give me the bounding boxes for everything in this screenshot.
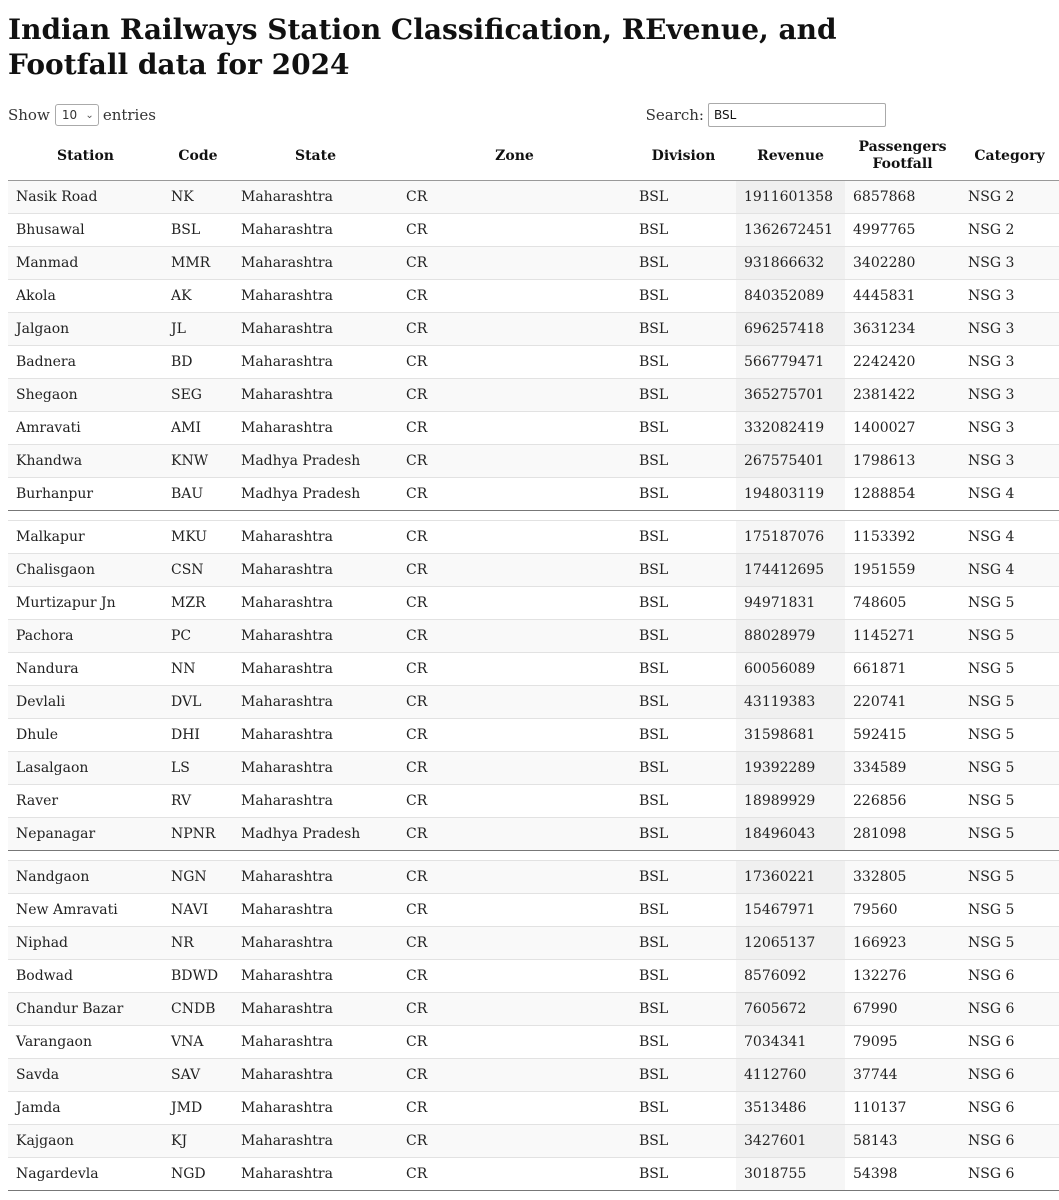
group-separator	[8, 851, 1059, 861]
cell-zone: CR	[398, 818, 631, 851]
cell-division: BSL	[631, 313, 736, 346]
cell-station: Jamda	[8, 1092, 163, 1125]
cell-state: Maharashtra	[233, 1158, 398, 1191]
column-header-station[interactable]: Station	[8, 132, 163, 181]
table-row	[8, 960, 1059, 993]
entries-length-control	[8, 102, 156, 128]
cell-zone: CR	[398, 181, 631, 214]
table-row	[8, 927, 1059, 960]
table-controls	[8, 102, 886, 128]
cell-station: Bhusawal	[8, 214, 163, 247]
cell-station: Pachora	[8, 620, 163, 653]
table-row	[8, 445, 1059, 478]
cell-state: Maharashtra	[233, 214, 398, 247]
cell-zone: CR	[398, 247, 631, 280]
cell-category: NSG 3	[960, 346, 1059, 379]
cell-division: BSL	[631, 280, 736, 313]
table-row	[8, 861, 1059, 894]
cell-division: BSL	[631, 620, 736, 653]
cell-zone: CR	[398, 412, 631, 445]
cell-station: Varangaon	[8, 1026, 163, 1059]
table-row	[8, 785, 1059, 818]
cell-code: SAV	[163, 1059, 233, 1092]
cell-category: NSG 4	[960, 554, 1059, 587]
cell-division: BSL	[631, 752, 736, 785]
cell-station: Jalgaon	[8, 313, 163, 346]
cell-station: Nepanagar	[8, 818, 163, 851]
cell-zone: CR	[398, 445, 631, 478]
cell-station: Nandura	[8, 653, 163, 686]
cell-code: DVL	[163, 686, 233, 719]
cell-footfall: 1153392	[845, 521, 960, 554]
cell-division: BSL	[631, 247, 736, 280]
cell-zone: CR	[398, 214, 631, 247]
cell-zone: CR	[398, 620, 631, 653]
cell-category: NSG 5	[960, 653, 1059, 686]
chevron-down-icon: ⌄	[85, 109, 94, 121]
search-control	[646, 102, 886, 128]
group-separator-cell	[8, 851, 1059, 861]
cell-division: BSL	[631, 785, 736, 818]
cell-footfall: 166923	[845, 927, 960, 960]
cell-revenue: 7605672	[736, 993, 845, 1026]
cell-zone: CR	[398, 1059, 631, 1092]
group-separator	[8, 511, 1059, 521]
cell-category: NSG 6	[960, 993, 1059, 1026]
cell-state: Maharashtra	[233, 653, 398, 686]
cell-zone: CR	[398, 861, 631, 894]
cell-revenue: 332082419	[736, 412, 845, 445]
cell-zone: CR	[398, 1125, 631, 1158]
cell-state: Maharashtra	[233, 346, 398, 379]
cell-zone: CR	[398, 894, 631, 927]
cell-state: Maharashtra	[233, 379, 398, 412]
group-separator-cell	[8, 511, 1059, 521]
cell-revenue: 566779471	[736, 346, 845, 379]
cell-footfall: 37744	[845, 1059, 960, 1092]
cell-revenue: 17360221	[736, 861, 845, 894]
cell-category: NSG 3	[960, 280, 1059, 313]
cell-division: BSL	[631, 214, 736, 247]
cell-station: Lasalgaon	[8, 752, 163, 785]
cell-division: BSL	[631, 554, 736, 587]
cell-division: BSL	[631, 1158, 736, 1191]
cell-state: Madhya Pradesh	[233, 445, 398, 478]
table-row	[8, 554, 1059, 587]
cell-zone: CR	[398, 280, 631, 313]
cell-code: BAU	[163, 478, 233, 511]
cell-footfall: 79095	[845, 1026, 960, 1059]
table-row	[8, 181, 1059, 214]
cell-station: Dhule	[8, 719, 163, 752]
cell-division: BSL	[631, 1125, 736, 1158]
cell-revenue: 174412695	[736, 554, 845, 587]
cell-category: NSG 2	[960, 181, 1059, 214]
table-row	[8, 280, 1059, 313]
cell-station: Khandwa	[8, 445, 163, 478]
cell-category: NSG 6	[960, 1092, 1059, 1125]
cell-footfall: 281098	[845, 818, 960, 851]
cell-category: NSG 4	[960, 478, 1059, 511]
cell-footfall: 132276	[845, 960, 960, 993]
cell-division: BSL	[631, 1059, 736, 1092]
cell-zone: CR	[398, 686, 631, 719]
table-row	[8, 478, 1059, 511]
cell-code: NPNR	[163, 818, 233, 851]
cell-revenue: 31598681	[736, 719, 845, 752]
cell-code: BSL	[163, 214, 233, 247]
cell-division: BSL	[631, 1092, 736, 1125]
cell-station: Amravati	[8, 412, 163, 445]
cell-category: NSG 3	[960, 247, 1059, 280]
cell-division: BSL	[631, 818, 736, 851]
cell-code: BDWD	[163, 960, 233, 993]
search-input[interactable]	[708, 103, 886, 127]
cell-footfall: 748605	[845, 587, 960, 620]
table-row	[8, 620, 1059, 653]
cell-revenue: 15467971	[736, 894, 845, 927]
cell-revenue: 194803119	[736, 478, 845, 511]
cell-code: MKU	[163, 521, 233, 554]
cell-revenue: 696257418	[736, 313, 845, 346]
column-header-division[interactable]: Division	[631, 132, 736, 181]
cell-division: BSL	[631, 587, 736, 620]
cell-category: NSG 3	[960, 412, 1059, 445]
table-row	[8, 686, 1059, 719]
entries-label: entries	[102, 106, 156, 124]
cell-state: Maharashtra	[233, 521, 398, 554]
search-label: Search:	[645, 106, 704, 124]
cell-division: BSL	[631, 445, 736, 478]
cell-code: NN	[163, 653, 233, 686]
cell-station: Nandgaon	[8, 861, 163, 894]
cell-state: Maharashtra	[233, 861, 398, 894]
cell-category: NSG 2	[960, 214, 1059, 247]
cell-division: BSL	[631, 521, 736, 554]
cell-category: NSG 4	[960, 521, 1059, 554]
cell-code: DHI	[163, 719, 233, 752]
cell-station: Chandur Bazar	[8, 993, 163, 1026]
cell-code: NGD	[163, 1158, 233, 1191]
cell-footfall: 1400027	[845, 412, 960, 445]
cell-code: NR	[163, 927, 233, 960]
cell-zone: CR	[398, 785, 631, 818]
data-table-wrapper	[8, 132, 1059, 1191]
cell-footfall: 1145271	[845, 620, 960, 653]
cell-code: KNW	[163, 445, 233, 478]
cell-division: BSL	[631, 927, 736, 960]
cell-zone: CR	[398, 1158, 631, 1191]
cell-code: NK	[163, 181, 233, 214]
cell-category: NSG 3	[960, 313, 1059, 346]
cell-state: Maharashtra	[233, 247, 398, 280]
cell-category: NSG 6	[960, 1158, 1059, 1191]
cell-category: NSG 3	[960, 379, 1059, 412]
cell-category: NSG 6	[960, 1026, 1059, 1059]
cell-revenue: 12065137	[736, 927, 845, 960]
cell-zone: CR	[398, 478, 631, 511]
cell-revenue: 3018755	[736, 1158, 845, 1191]
cell-station: Savda	[8, 1059, 163, 1092]
cell-footfall: 110137	[845, 1092, 960, 1125]
cell-footfall: 332805	[845, 861, 960, 894]
cell-zone: CR	[398, 521, 631, 554]
column-header-revenue[interactable]: Revenue	[736, 132, 845, 181]
cell-revenue: 18496043	[736, 818, 845, 851]
cell-revenue: 19392289	[736, 752, 845, 785]
cell-code: MMR	[163, 247, 233, 280]
cell-state: Maharashtra	[233, 752, 398, 785]
cell-zone: CR	[398, 752, 631, 785]
cell-code: BD	[163, 346, 233, 379]
cell-division: BSL	[631, 861, 736, 894]
cell-footfall: 54398	[845, 1158, 960, 1191]
column-header-zone[interactable]: Zone	[398, 132, 631, 181]
cell-footfall: 661871	[845, 653, 960, 686]
cell-station: Nasik Road	[8, 181, 163, 214]
table-row	[8, 752, 1059, 785]
cell-station: Shegaon	[8, 379, 163, 412]
table-row	[8, 993, 1059, 1026]
cell-code: PC	[163, 620, 233, 653]
cell-code: CSN	[163, 554, 233, 587]
cell-state: Maharashtra	[233, 894, 398, 927]
cell-state: Madhya Pradesh	[233, 478, 398, 511]
table-row	[8, 719, 1059, 752]
cell-revenue: 840352089	[736, 280, 845, 313]
column-header-category[interactable]: Category	[960, 132, 1059, 181]
cell-code: AMI	[163, 412, 233, 445]
cell-state: Maharashtra	[233, 719, 398, 752]
table-header	[8, 132, 1059, 181]
cell-station: New Amravati	[8, 894, 163, 927]
cell-division: BSL	[631, 181, 736, 214]
cell-division: BSL	[631, 1026, 736, 1059]
cell-station: Badnera	[8, 346, 163, 379]
cell-revenue: 3427601	[736, 1125, 845, 1158]
table-row	[8, 521, 1059, 554]
table-row	[8, 247, 1059, 280]
cell-footfall: 334589	[845, 752, 960, 785]
cell-code: JMD	[163, 1092, 233, 1125]
cell-code: MZR	[163, 587, 233, 620]
cell-revenue: 1362672451	[736, 214, 845, 247]
cell-station: Manmad	[8, 247, 163, 280]
cell-zone: CR	[398, 313, 631, 346]
page-title: Indian Railways Station Classification, REvenue, and Footfall data for 2024	[8, 13, 837, 81]
table-row	[8, 653, 1059, 686]
table-row	[8, 1125, 1059, 1158]
cell-code: LS	[163, 752, 233, 785]
cell-footfall: 79560	[845, 894, 960, 927]
cell-footfall: 58143	[845, 1125, 960, 1158]
cell-category: NSG 5	[960, 587, 1059, 620]
cell-footfall: 2381422	[845, 379, 960, 412]
table-row	[8, 379, 1059, 412]
table-row	[8, 346, 1059, 379]
cell-code: SEG	[163, 379, 233, 412]
cell-zone: CR	[398, 927, 631, 960]
table-row	[8, 412, 1059, 445]
cell-zone: CR	[398, 719, 631, 752]
cell-state: Maharashtra	[233, 993, 398, 1026]
cell-state: Maharashtra	[233, 587, 398, 620]
cell-zone: CR	[398, 993, 631, 1026]
cell-footfall: 226856	[845, 785, 960, 818]
cell-code: CNDB	[163, 993, 233, 1026]
cell-state: Maharashtra	[233, 1092, 398, 1125]
cell-revenue: 88028979	[736, 620, 845, 653]
cell-code: NGN	[163, 861, 233, 894]
table-row	[8, 587, 1059, 620]
cell-state: Maharashtra	[233, 554, 398, 587]
cell-revenue: 931866632	[736, 247, 845, 280]
cell-state: Maharashtra	[233, 1026, 398, 1059]
cell-revenue: 7034341	[736, 1026, 845, 1059]
cell-state: Maharashtra	[233, 785, 398, 818]
cell-category: NSG 5	[960, 927, 1059, 960]
cell-footfall: 1798613	[845, 445, 960, 478]
table-row	[8, 818, 1059, 851]
cell-station: Bodwad	[8, 960, 163, 993]
cell-division: BSL	[631, 686, 736, 719]
entries-select-value: 10	[61, 108, 78, 122]
column-header-code[interactable]: Code	[163, 132, 233, 181]
cell-revenue: 1911601358	[736, 181, 845, 214]
cell-code: AK	[163, 280, 233, 313]
cell-state: Maharashtra	[233, 927, 398, 960]
cell-division: BSL	[631, 960, 736, 993]
cell-state: Maharashtra	[233, 620, 398, 653]
cell-station: Burhanpur	[8, 478, 163, 511]
cell-zone: CR	[398, 587, 631, 620]
cell-footfall: 592415	[845, 719, 960, 752]
cell-category: NSG 6	[960, 1125, 1059, 1158]
cell-revenue: 94971831	[736, 587, 845, 620]
cell-state: Madhya Pradesh	[233, 818, 398, 851]
table-row	[8, 313, 1059, 346]
cell-station: Murtizapur Jn	[8, 587, 163, 620]
table-row	[8, 1092, 1059, 1125]
cell-division: BSL	[631, 894, 736, 927]
entries-select[interactable]	[55, 104, 99, 126]
cell-revenue: 8576092	[736, 960, 845, 993]
cell-footfall: 220741	[845, 686, 960, 719]
cell-footfall: 1288854	[845, 478, 960, 511]
cell-revenue: 365275701	[736, 379, 845, 412]
cell-footfall: 6857868	[845, 181, 960, 214]
table-row	[8, 1059, 1059, 1092]
cell-station: Niphad	[8, 927, 163, 960]
cell-category: NSG 5	[960, 785, 1059, 818]
cell-revenue: 267575401	[736, 445, 845, 478]
cell-state: Maharashtra	[233, 1059, 398, 1092]
cell-division: BSL	[631, 653, 736, 686]
cell-footfall: 4445831	[845, 280, 960, 313]
cell-revenue: 60056089	[736, 653, 845, 686]
cell-footfall: 3631234	[845, 313, 960, 346]
cell-category: NSG 5	[960, 894, 1059, 927]
cell-zone: CR	[398, 1026, 631, 1059]
cell-division: BSL	[631, 346, 736, 379]
cell-state: Maharashtra	[233, 313, 398, 346]
cell-revenue: 4112760	[736, 1059, 845, 1092]
cell-footfall: 4997765	[845, 214, 960, 247]
cell-category: NSG 3	[960, 445, 1059, 478]
cell-state: Maharashtra	[233, 412, 398, 445]
cell-zone: CR	[398, 379, 631, 412]
table-row	[8, 214, 1059, 247]
cell-station: Chalisgaon	[8, 554, 163, 587]
cell-code: RV	[163, 785, 233, 818]
cell-state: Maharashtra	[233, 1125, 398, 1158]
cell-code: JL	[163, 313, 233, 346]
cell-category: NSG 5	[960, 686, 1059, 719]
table-row	[8, 1026, 1059, 1059]
cell-revenue: 18989929	[736, 785, 845, 818]
cell-zone: CR	[398, 554, 631, 587]
cell-category: NSG 5	[960, 719, 1059, 752]
cell-station: Raver	[8, 785, 163, 818]
column-header-state[interactable]: State	[233, 132, 398, 181]
cell-station: Akola	[8, 280, 163, 313]
cell-zone: CR	[398, 1092, 631, 1125]
cell-division: BSL	[631, 719, 736, 752]
cell-footfall: 1951559	[845, 554, 960, 587]
table-body	[8, 181, 1059, 1191]
cell-station: Devlali	[8, 686, 163, 719]
cell-state: Maharashtra	[233, 181, 398, 214]
cell-division: BSL	[631, 379, 736, 412]
cell-footfall: 67990	[845, 993, 960, 1026]
cell-code: KJ	[163, 1125, 233, 1158]
cell-category: NSG 6	[960, 1059, 1059, 1092]
cell-category: NSG 5	[960, 752, 1059, 785]
cell-state: Maharashtra	[233, 280, 398, 313]
cell-zone: CR	[398, 346, 631, 379]
cell-code: NAVI	[163, 894, 233, 927]
cell-revenue: 43119383	[736, 686, 845, 719]
cell-category: NSG 5	[960, 861, 1059, 894]
data-table	[8, 132, 1059, 1191]
cell-revenue: 3513486	[736, 1092, 845, 1125]
cell-station: Malkapur	[8, 521, 163, 554]
table-row	[8, 1158, 1059, 1191]
cell-state: Maharashtra	[233, 686, 398, 719]
cell-zone: CR	[398, 653, 631, 686]
show-label: Show	[8, 106, 50, 124]
cell-division: BSL	[631, 478, 736, 511]
cell-category: NSG 5	[960, 620, 1059, 653]
cell-category: NSG 5	[960, 818, 1059, 851]
cell-station: Kajgaon	[8, 1125, 163, 1158]
cell-division: BSL	[631, 412, 736, 445]
cell-division: BSL	[631, 993, 736, 1026]
cell-category: NSG 6	[960, 960, 1059, 993]
cell-revenue: 175187076	[736, 521, 845, 554]
cell-zone: CR	[398, 960, 631, 993]
cell-station: Nagardevla	[8, 1158, 163, 1191]
cell-footfall: 3402280	[845, 247, 960, 280]
cell-state: Maharashtra	[233, 960, 398, 993]
column-header-passengers-footfall[interactable]: Passengers Footfall	[845, 132, 960, 181]
cell-code: VNA	[163, 1026, 233, 1059]
table-row	[8, 894, 1059, 927]
cell-footfall: 2242420	[845, 346, 960, 379]
